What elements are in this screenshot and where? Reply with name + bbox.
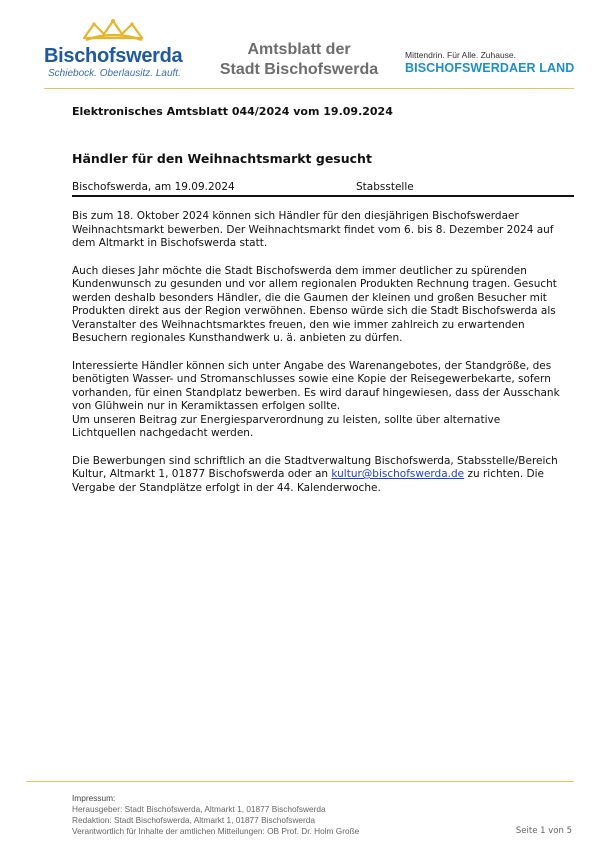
paragraph-3 xyxy=(72,360,562,441)
imprint-editorial: Redaktion: Stadt Bischofswerda, Altmarkt 1, 01877 Bischofswerda xyxy=(72,815,316,825)
paragraph-3-energy: Um unseren Beitrag zur Energiesparverordnung zu leisten, sollte über alternative Lichtquellen nachgedacht werden. xyxy=(72,413,501,439)
meta-divider xyxy=(72,195,574,197)
footer-imprint xyxy=(72,793,359,837)
city-logo[interactable] xyxy=(44,18,183,80)
place-date: Bischofswerda, am 19.09.2024 xyxy=(72,181,235,193)
article-body xyxy=(72,210,562,509)
paragraph-4-text: Die Bewerbungen sind schriftlich an die Stadtverwaltung Bischofswerda, Stabsstelle/Bereich Kultur, Altmarkt 1, 01877 Bischofswerda oder an xyxy=(72,454,558,480)
page-header-title xyxy=(204,40,394,80)
region-slogan: Mittendrin. Für Alle. Zuhause. xyxy=(405,50,517,60)
footer-divider xyxy=(26,781,574,782)
logo-name: Bischofswerda xyxy=(44,45,183,67)
paragraph-4-text-end: zu richten. Die Vergabe der Standplätze erfolgt in der 44. Kalenderwoche. xyxy=(72,468,544,494)
email-link[interactable]: kultur@bischofswerda.de xyxy=(331,468,465,480)
page-number: Seite 1 von 5 xyxy=(515,826,572,836)
region-logo[interactable] xyxy=(405,50,580,75)
issue-line: Elektronisches Amtsblatt 044/2024 vom 19.09.2024 xyxy=(72,105,393,118)
header-divider xyxy=(44,88,574,89)
imprint-title: Impressum: xyxy=(72,793,116,803)
header xyxy=(0,0,600,88)
region-name: BISCHOFSWERDAER LAND xyxy=(405,61,575,75)
header-title-line-1: Amtsblatt der xyxy=(247,41,351,58)
meta-line xyxy=(72,181,574,195)
paragraph-1: Bis zum 18. Oktober 2024 können sich Händler für den diesjährigen Bischofswerdaer Weihnachtsmarkt bewerben. Der Weihnachtsmarkt findet vom 6. bis 8. Dezember 2024 auf dem Altmarkt in Bischofswerda statt. xyxy=(72,210,554,249)
logo-tagline: Schiebock. Oberlausitz. Lauft. xyxy=(48,68,181,79)
department: Stabsstelle xyxy=(356,181,414,193)
page-title: Händler für den Weihnachtsmarkt gesucht xyxy=(72,151,372,166)
paragraph-4 xyxy=(72,455,562,496)
header-title-line-2: Stadt Bischofswerda xyxy=(219,61,379,78)
imprint-responsible: Verantwortlich für Inhalte der amtlichen Mitteilungen: OB Prof. Dr. Holm Große xyxy=(72,826,360,836)
paragraph-2: Auch dieses Jahr möchte die Stadt Bischofswerda dem immer deutlicher zu spürenden Kundenwunsch zu gesunden und vor allem regionalen Produkten Rechnung tragen. Gesucht werden deshalb besonders Händler, die die Gaumen der kleinen und großen Besucher mit Produkten direkt aus der Region verwöhnen. Ebenso würde sich die Stadt Bischofswerda als Veranstalter des Weihnachtsmarktes freuen, den wie immer zahlreich zu erwartenden Besuchern regionales Kunsthandwerk u. ä. anbieten zu dürfen. xyxy=(72,264,557,344)
paragraph-3-text: Interessierte Händler können sich unter Angabe des Warenangebotes, der Standgröße, des benötigten Wasser- und Stromanschlusses sowie eine Kopie der Reisegewerbekarte, sofern vorhanden, für einen Standplatz bewerben. Es wird darauf hingewiesen, dass der Ausschank von Glühwein nur in Keramiktassen erfolgen sollte. xyxy=(72,359,560,412)
crown-icon xyxy=(80,18,146,44)
imprint-publisher: Herausgeber: Stadt Bischofswerda, Altmarkt 1, 01877 Bischofswerda xyxy=(72,804,326,814)
